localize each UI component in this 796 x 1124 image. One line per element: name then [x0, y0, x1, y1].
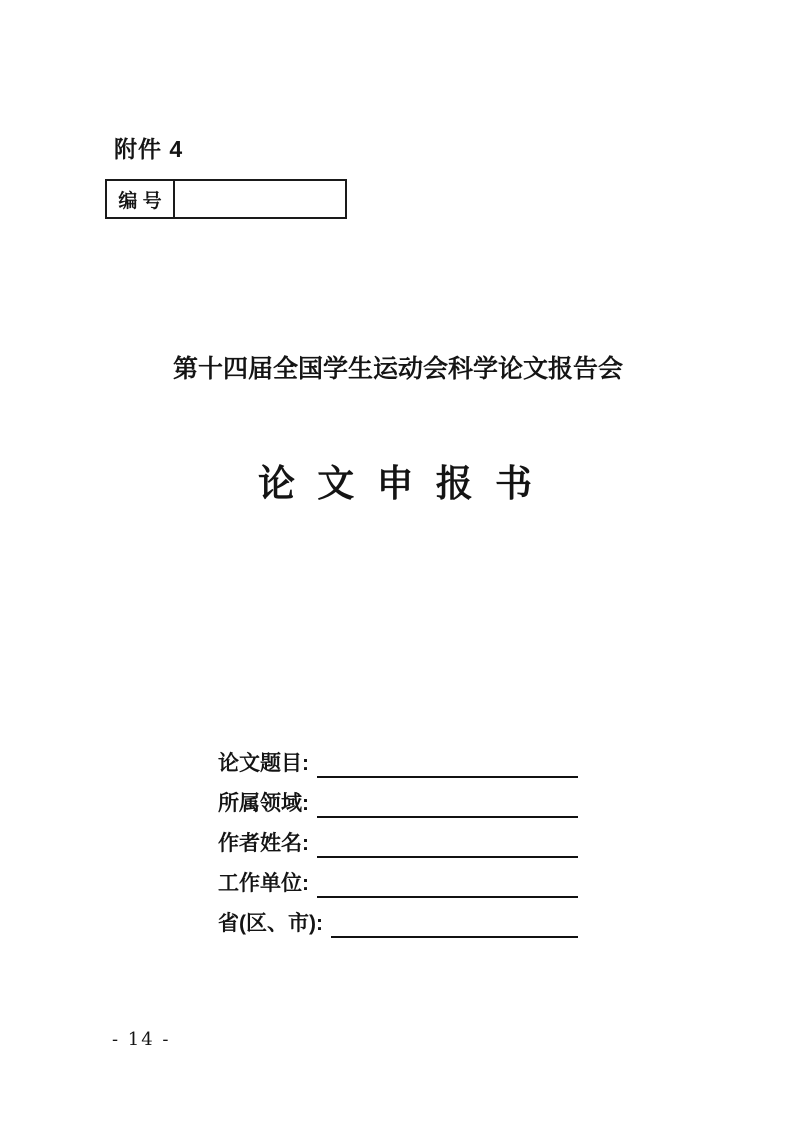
- conference-title: 第十四届全国学生运动会科学论文报告会: [172, 355, 623, 383]
- field-label-province: 省(区、市):: [218, 911, 323, 935]
- attachment-label: 附件 4: [114, 136, 184, 162]
- number-box-value-field[interactable]: [175, 181, 345, 217]
- field-input-province[interactable]: [331, 906, 578, 938]
- field-row-work-unit: [218, 858, 578, 898]
- number-box: [105, 179, 347, 219]
- field-row-author-name: [218, 818, 578, 858]
- field-label-author-name: 作者姓名:: [218, 831, 309, 855]
- field-row-field-of-study: [218, 778, 578, 818]
- field-input-paper-title[interactable]: [317, 746, 578, 778]
- field-input-author-name[interactable]: [317, 826, 578, 858]
- field-input-work-unit[interactable]: [317, 866, 578, 898]
- field-label-field-of-study: 所属领域:: [218, 791, 309, 815]
- field-input-field-of-study[interactable]: [317, 786, 578, 818]
- field-label-work-unit: 工作单位:: [218, 871, 309, 895]
- form-title: 论 文 申 报 书: [257, 463, 539, 504]
- page-number: - 14 -: [112, 1029, 171, 1050]
- field-row-paper-title: [218, 738, 578, 778]
- form-fields: [218, 738, 578, 938]
- field-row-province: [218, 898, 578, 938]
- number-box-label: 编 号: [107, 181, 175, 217]
- field-label-paper-title: 论文题目:: [218, 751, 309, 775]
